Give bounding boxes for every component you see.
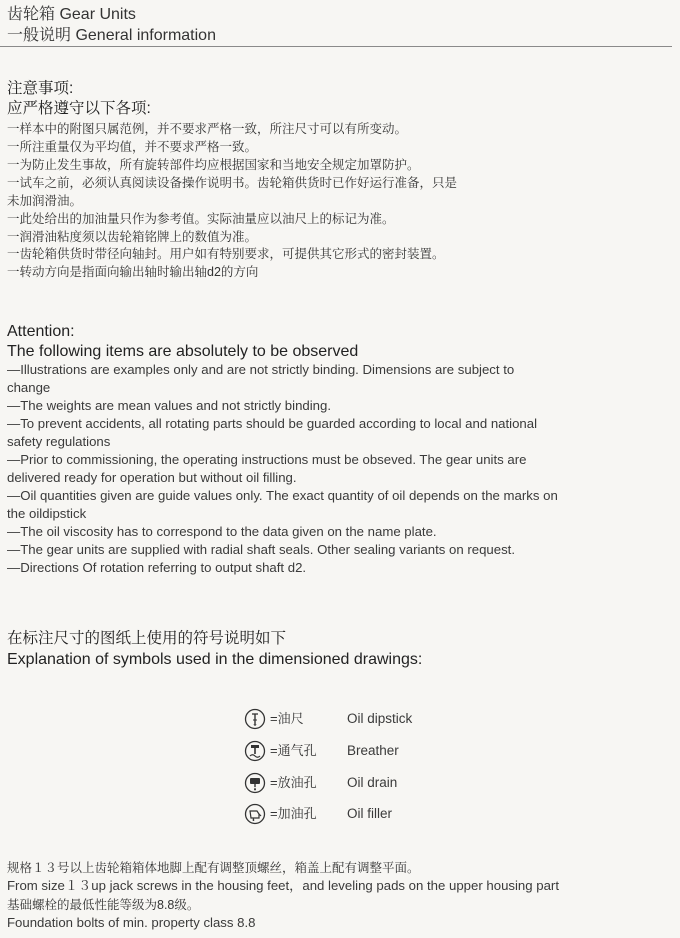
cn-attention-item: 一样本中的附图只属范例，并不要求严格一致，所注尺寸可以有所变动。 [7,122,408,136]
page-title: 齿轮箱 Gear Units [7,6,136,23]
en-attention-item: —The gear units are supplied with radial shaft seals. Other sealing variants on request. [7,542,515,557]
oil-dipstick-icon [244,708,266,730]
en-attention-item: the oildipstick [7,506,87,521]
cn-attention-item: 一转动方向是指面向输出轴时输出轴d2的方向 [7,265,259,279]
cn-attention-item: 未加润滑油。 [7,194,83,208]
en-attention-item: —The oil viscosity has to correspond to the data given on the name plate. [7,524,437,539]
page-subtitle: 一般说明 General information [7,27,216,44]
oil-drain-icon [244,772,266,794]
symbols-title-cn: 在标注尺寸的图纸上使用的符号说明如下 [7,630,287,647]
cn-attention-item: 一所注重量仅为平均值，并不要求严格一致。 [7,140,258,154]
en-attention-item: —To prevent accidents, all rotating parts should be guarded according to local and national [7,416,538,431]
symbols-title-en: Explanation of symbols used in the dimensioned drawings: [7,651,423,668]
en-attention-subtitle: The following items are absolutely to be observed [7,343,359,360]
cn-attention-item: 一试车之前，必须认真阅读设备操作说明书。齿轮箱供货时已作好运行准备，只是 [7,176,458,190]
footer-note-en: Foundation bolts of min. property class 8.8 [7,915,256,930]
footer-note-cn: 规格１３号以上齿轮箱箱体地脚上配有调整顶螺丝，箱盖上配有调整平面。 [7,861,420,875]
symbol-en-label: Oil dipstick [347,711,413,726]
en-attention-item: safety regulations [7,434,111,449]
oil-filler-icon [244,803,266,825]
footer-note-en: From size１３up jack screws in the housing feet，and leveling pads on the upper housing part [7,878,559,893]
en-attention-item: delivered ready for operation but without oil filling. [7,470,297,485]
cn-attention-subtitle: 应严格遵守以下各项: [7,100,151,117]
cn-attention-item: 一此处给出的加油量只作为参考值。实际油量应以油尺上的标记为准。 [7,212,395,226]
cn-attention-item: 一齿轮箱供货时带径向轴封。用户如有特别要求，可提供其它形式的密封装置。 [7,247,445,261]
en-attention-item: —Illustrations are examples only and are not strictly binding. Dimensions are subject to [7,362,515,377]
cn-attention-item: 一润滑油粘度须以齿轮箱铭牌上的数值为准。 [7,230,258,244]
symbol-en-label: Oil drain [347,775,398,790]
en-attention-item: —Oil quantities given are guide values only. The exact quantity of oil depends on the marks on [7,488,558,503]
symbol-cn-label: =放油孔 [270,775,317,790]
symbol-cn-label: =通气孔 [270,743,317,758]
symbol-cn-label: =加油孔 [270,806,317,821]
breather-icon [244,740,266,762]
symbol-en-label: Breather [347,743,399,758]
symbol-en-label: Oil filler [347,806,393,821]
en-attention-item: —The weights are mean values and not strictly binding. [7,398,331,413]
cn-attention-title: 注意事项: [7,80,74,97]
footer-note-cn: 基础螺栓的最低性能等级为8.8级。 [7,898,200,912]
symbol-cn-label: =油尺 [270,711,304,726]
en-attention-title: Attention: [7,323,75,340]
cn-attention-item: 一为防止发生事故，所有旋转部件均应根据国家和当地安全规定加罩防护。 [7,158,420,172]
header-divider [0,46,672,47]
en-attention-item: change [7,380,51,395]
en-attention-item: —Directions Of rotation referring to output shaft d2. [7,560,307,575]
en-attention-item: —Prior to commissioning, the operating instructions must be obseved. The gear units are [7,452,527,467]
